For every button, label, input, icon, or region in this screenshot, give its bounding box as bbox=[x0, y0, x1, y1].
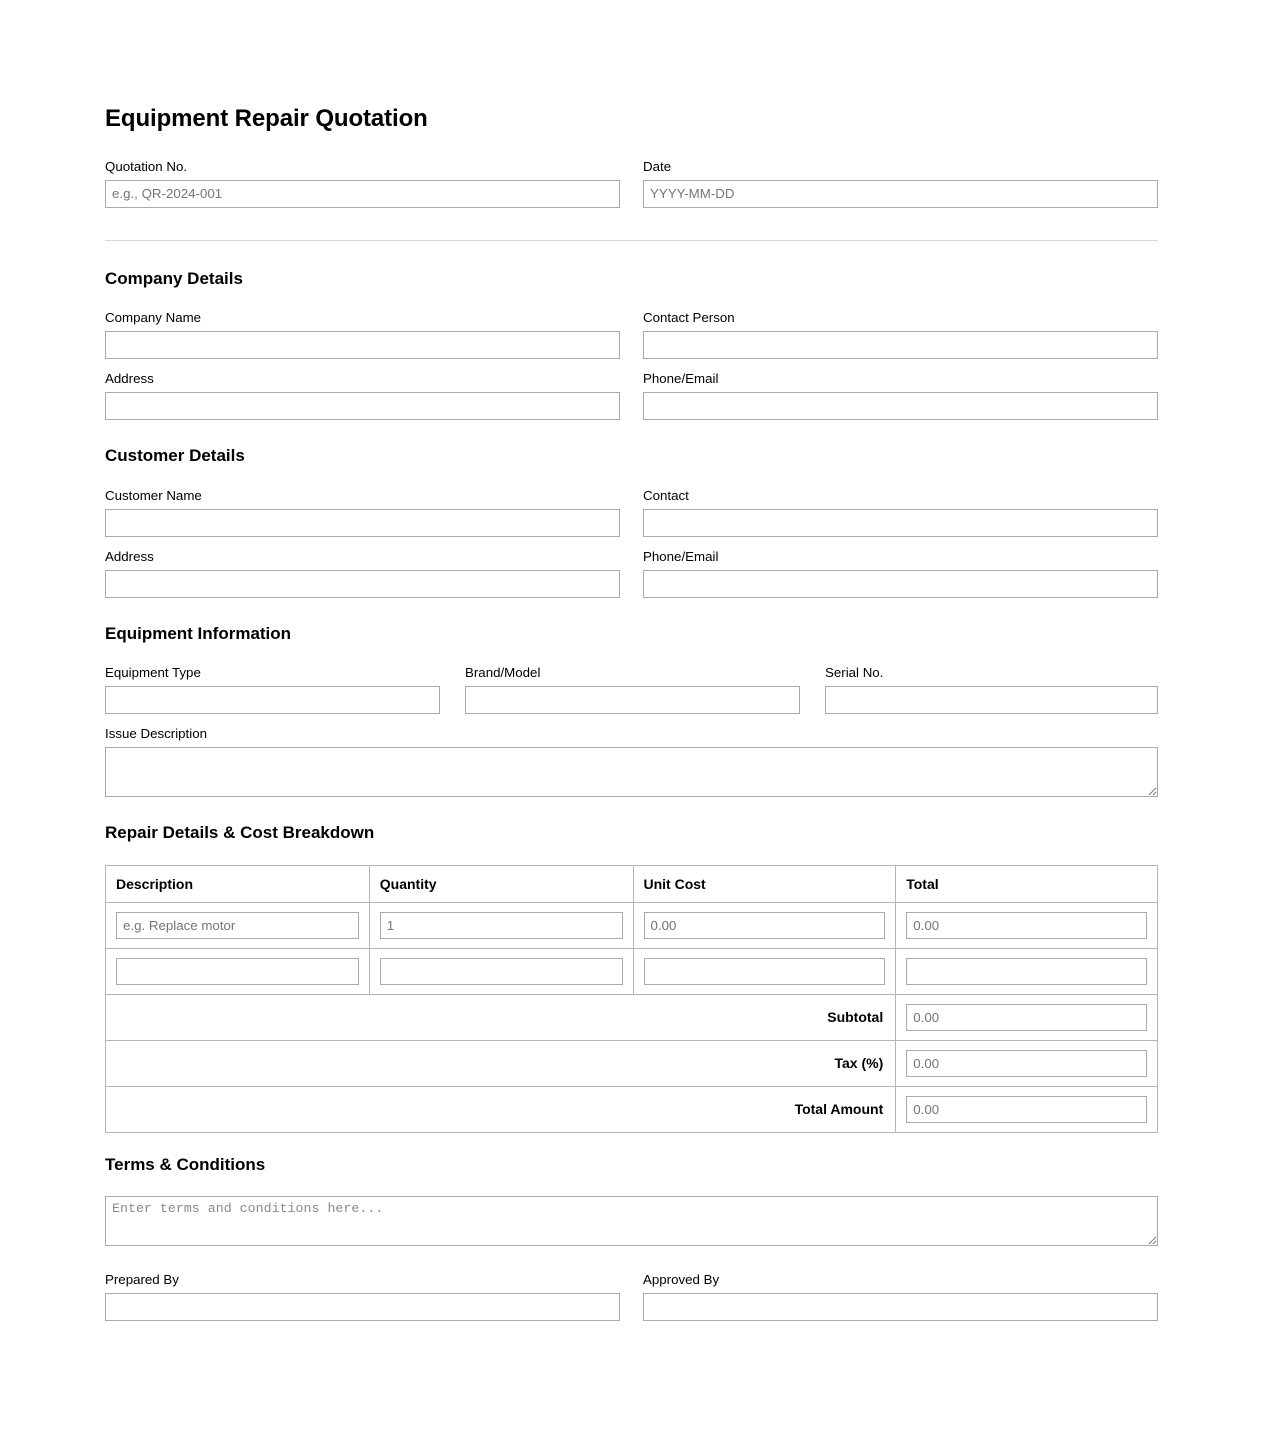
spacer bbox=[105, 809, 1158, 823]
signature-row bbox=[105, 1272, 1158, 1333]
row-total-input[interactable] bbox=[906, 912, 1147, 939]
customer-address-label: Address bbox=[105, 548, 154, 564]
issue-description-field bbox=[105, 726, 1158, 797]
column-header-description: Description bbox=[106, 865, 370, 902]
subtotal-row bbox=[106, 994, 1158, 1040]
company-address-input[interactable] bbox=[105, 392, 620, 420]
customer-phone-email-input[interactable] bbox=[643, 570, 1158, 598]
cell-unit-cost bbox=[633, 948, 896, 994]
equipment-brand-model-label: Brand/Model bbox=[465, 665, 541, 681]
company-address-label: Address bbox=[105, 371, 154, 387]
table-row bbox=[106, 902, 1158, 948]
equipment-row-1 bbox=[105, 665, 1158, 726]
company-contact-person-field bbox=[643, 310, 1158, 359]
repair-details-heading: Repair Details & Cost Breakdown bbox=[105, 823, 375, 843]
equipment-type-label: Equipment Type bbox=[105, 665, 201, 681]
prepared-by-field bbox=[105, 1272, 620, 1321]
column-header-unit-cost: Unit Cost bbox=[633, 865, 896, 902]
quotation-no-input[interactable] bbox=[105, 180, 620, 208]
spacer bbox=[105, 610, 1158, 624]
customer-contact-input[interactable] bbox=[643, 509, 1158, 537]
page-title: Equipment Repair Quotation bbox=[105, 105, 428, 132]
terms-section bbox=[105, 1155, 1158, 1247]
cost-breakdown-table bbox=[105, 865, 1158, 1133]
approved-by-field bbox=[643, 1272, 1158, 1321]
company-name-field bbox=[105, 310, 620, 359]
equipment-information-heading: Equipment Information bbox=[105, 623, 292, 643]
company-phone-email-label: Phone/Email bbox=[643, 371, 719, 387]
row-unit-cost-input[interactable] bbox=[644, 958, 886, 985]
column-header-quantity: Quantity bbox=[369, 865, 633, 902]
row-total-input[interactable] bbox=[906, 958, 1147, 985]
customer-details-heading: Customer Details bbox=[105, 446, 245, 466]
approved-by-input[interactable] bbox=[643, 1293, 1158, 1321]
company-name-label: Company Name bbox=[105, 310, 202, 326]
company-phone-email-input[interactable] bbox=[643, 392, 1158, 420]
date-field bbox=[643, 159, 1158, 208]
customer-name-input[interactable] bbox=[105, 509, 620, 537]
customer-name-field bbox=[105, 488, 620, 537]
cell-total bbox=[896, 948, 1158, 994]
cell-quantity bbox=[369, 948, 633, 994]
row-quantity-input[interactable] bbox=[380, 958, 623, 985]
quotation-form bbox=[105, 0, 1158, 1453]
cell-description bbox=[106, 948, 370, 994]
equipment-serial-no-label: Serial No. bbox=[825, 665, 884, 681]
table-header-row bbox=[106, 865, 1158, 902]
customer-address-field bbox=[105, 549, 620, 598]
spacer bbox=[105, 432, 1158, 446]
company-details-heading: Company Details bbox=[105, 268, 243, 288]
equipment-serial-no-field bbox=[825, 665, 1158, 714]
cell-total-amount-value bbox=[896, 1086, 1158, 1132]
equipment-brand-model-input[interactable] bbox=[465, 686, 800, 714]
date-label: Date bbox=[643, 158, 672, 174]
equipment-serial-no-input[interactable] bbox=[825, 686, 1158, 714]
customer-row-2 bbox=[105, 549, 1158, 610]
subtotal-input[interactable] bbox=[906, 1004, 1147, 1031]
customer-address-input[interactable] bbox=[105, 570, 620, 598]
total-amount-input[interactable] bbox=[906, 1096, 1147, 1123]
quotation-no-field bbox=[105, 159, 620, 208]
customer-row-1 bbox=[105, 488, 1158, 549]
total-amount-row bbox=[106, 1086, 1158, 1132]
total-amount-label: Total Amount bbox=[106, 1086, 896, 1132]
customer-contact-label: Contact bbox=[643, 487, 689, 503]
company-contact-person-input[interactable] bbox=[643, 331, 1158, 359]
row-unit-cost-input[interactable] bbox=[644, 912, 886, 939]
row-description-input[interactable] bbox=[116, 958, 359, 985]
company-address-field bbox=[105, 371, 620, 420]
cell-total bbox=[896, 902, 1158, 948]
cell-description bbox=[106, 902, 370, 948]
tax-row bbox=[106, 1040, 1158, 1086]
cell-subtotal-value bbox=[896, 994, 1158, 1040]
company-contact-person-label: Contact Person bbox=[643, 310, 735, 326]
cell-quantity bbox=[369, 902, 633, 948]
company-phone-email-field bbox=[643, 371, 1158, 420]
tax-label: Tax (%) bbox=[106, 1040, 896, 1086]
equipment-brand-model-field bbox=[465, 665, 800, 714]
customer-contact-field bbox=[643, 488, 1158, 537]
table-row bbox=[106, 948, 1158, 994]
prepared-by-input[interactable] bbox=[105, 1293, 620, 1321]
column-header-total: Total bbox=[896, 865, 1158, 902]
equipment-type-input[interactable] bbox=[105, 686, 440, 714]
customer-name-label: Customer Name bbox=[105, 487, 202, 503]
company-row-1 bbox=[105, 310, 1158, 371]
date-input[interactable] bbox=[643, 180, 1158, 208]
equipment-type-field bbox=[105, 665, 440, 714]
prepared-by-label: Prepared By bbox=[105, 1272, 179, 1288]
company-name-input[interactable] bbox=[105, 331, 620, 359]
tax-input[interactable] bbox=[906, 1050, 1147, 1077]
terms-conditions-textarea[interactable] bbox=[105, 1196, 1158, 1246]
customer-phone-email-field bbox=[643, 549, 1158, 598]
row-description-input[interactable] bbox=[116, 912, 359, 939]
quotation-meta-row bbox=[105, 159, 1158, 220]
cell-tax-value bbox=[896, 1040, 1158, 1086]
quotation-no-label: Quotation No. bbox=[105, 158, 188, 174]
row-quantity-input[interactable] bbox=[380, 912, 623, 939]
customer-phone-email-label: Phone/Email bbox=[643, 548, 719, 564]
issue-description-label: Issue Description bbox=[105, 726, 207, 742]
approved-by-label: Approved By bbox=[643, 1272, 720, 1288]
issue-description-textarea[interactable] bbox=[105, 747, 1158, 797]
terms-conditions-heading: Terms & Conditions bbox=[105, 1154, 266, 1174]
header-divider bbox=[105, 240, 1158, 241]
subtotal-label: Subtotal bbox=[106, 994, 896, 1040]
cell-unit-cost bbox=[633, 902, 896, 948]
company-row-2 bbox=[105, 371, 1158, 432]
